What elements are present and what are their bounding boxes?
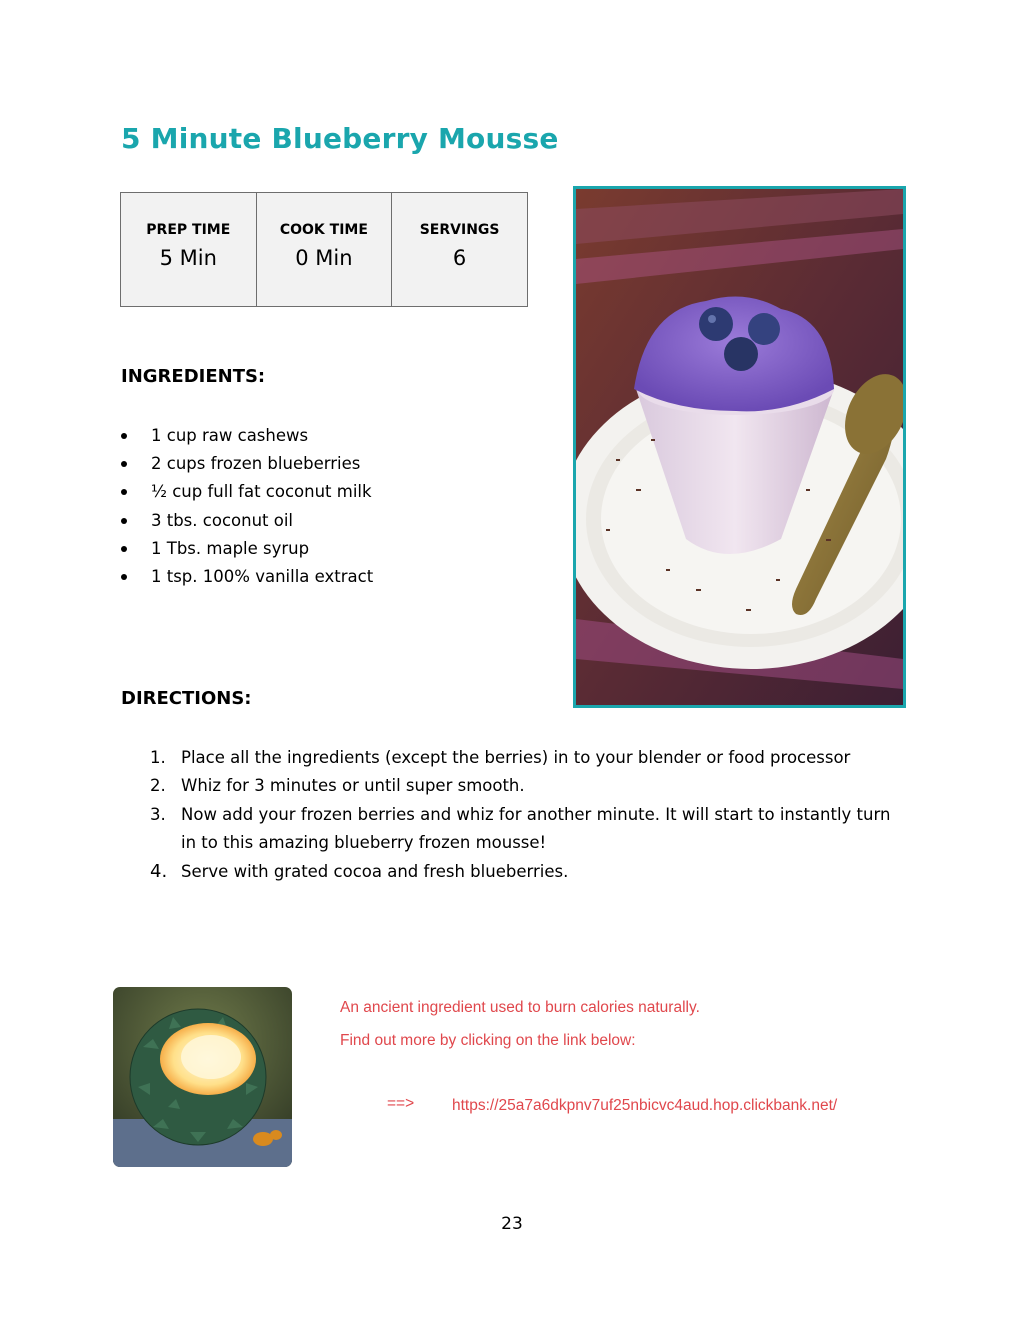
bullet-icon bbox=[121, 546, 127, 552]
list-item bbox=[121, 450, 373, 478]
list-item bbox=[121, 535, 373, 563]
ad-link[interactable]: https://25a7a6dkpnv7uf25nbicvc4aud.hop.clickbank.net/ bbox=[452, 1097, 838, 1114]
step-text: Now add your frozen berries and whiz for another minute. It will start to instantly turn in to this amazing blueberry frozen mousse! bbox=[181, 804, 891, 853]
ad-subline: Find out more by clicking on the link below: bbox=[340, 1032, 636, 1049]
directions-list bbox=[150, 744, 910, 886]
ad-headline: An ancient ingredient used to burn calories naturally. bbox=[340, 999, 700, 1016]
cook-time-value: 0 Min bbox=[295, 246, 353, 270]
servings-value: 6 bbox=[452, 246, 467, 270]
bullet-icon bbox=[121, 518, 127, 524]
ingredient-text: 3 tbs. coconut oil bbox=[151, 510, 293, 530]
list-item bbox=[121, 563, 373, 591]
ingredients-list bbox=[121, 422, 373, 591]
list-item bbox=[150, 801, 910, 858]
servings-label: SERVINGS bbox=[419, 222, 500, 238]
bullet-icon bbox=[121, 574, 127, 580]
ingredient-text: ½ cup full fat coconut milk bbox=[151, 482, 372, 502]
prep-time-cell bbox=[121, 193, 257, 307]
step-number: 3. bbox=[150, 804, 166, 824]
ad-arrow: ==> bbox=[387, 1095, 415, 1112]
step-number: 4. bbox=[150, 860, 168, 882]
cook-time-cell bbox=[256, 193, 392, 307]
cook-time-label: COOK TIME bbox=[279, 222, 368, 238]
ingredient-text: 1 Tbs. maple syrup bbox=[151, 538, 310, 558]
list-item bbox=[150, 772, 910, 800]
recipe-title: 5 Minute Blueberry Mousse bbox=[121, 122, 559, 155]
prep-time-label: PREP TIME bbox=[146, 222, 231, 238]
mousse-photo-illustration bbox=[576, 189, 903, 705]
step-text: Serve with grated cocoa and fresh blueberries. bbox=[181, 861, 569, 881]
ingredient-text: 2 cups frozen blueberries bbox=[151, 454, 361, 474]
step-number: 2. bbox=[150, 776, 166, 796]
ad-fruit-image[interactable] bbox=[113, 987, 292, 1167]
list-item bbox=[150, 858, 910, 886]
ingredients-heading: INGREDIENTS: bbox=[121, 366, 266, 387]
list-item bbox=[121, 478, 373, 506]
ad-fruit-illustration bbox=[113, 987, 292, 1167]
prep-time-value: 5 Min bbox=[159, 246, 217, 270]
ingredient-text: 1 tsp. 100% vanilla extract bbox=[151, 566, 374, 586]
ingredient-text: 1 cup raw cashews bbox=[151, 426, 309, 445]
servings-cell bbox=[392, 193, 528, 307]
recipe-info-table bbox=[120, 192, 528, 307]
step-number: 1. bbox=[150, 748, 166, 767]
step-text: Whiz for 3 minutes or until super smooth. bbox=[181, 776, 525, 796]
list-item bbox=[121, 507, 373, 535]
mousse-photo bbox=[573, 186, 906, 708]
step-text: Place all the ingredients (except the berries) in to your blender or food processor bbox=[181, 748, 851, 767]
directions-heading: DIRECTIONS: bbox=[121, 688, 252, 709]
list-item bbox=[150, 744, 910, 772]
bullet-icon bbox=[121, 433, 127, 439]
bullet-icon bbox=[121, 461, 127, 467]
page-number: 23 bbox=[501, 1214, 523, 1234]
list-item bbox=[121, 422, 373, 450]
bullet-icon bbox=[121, 489, 127, 495]
